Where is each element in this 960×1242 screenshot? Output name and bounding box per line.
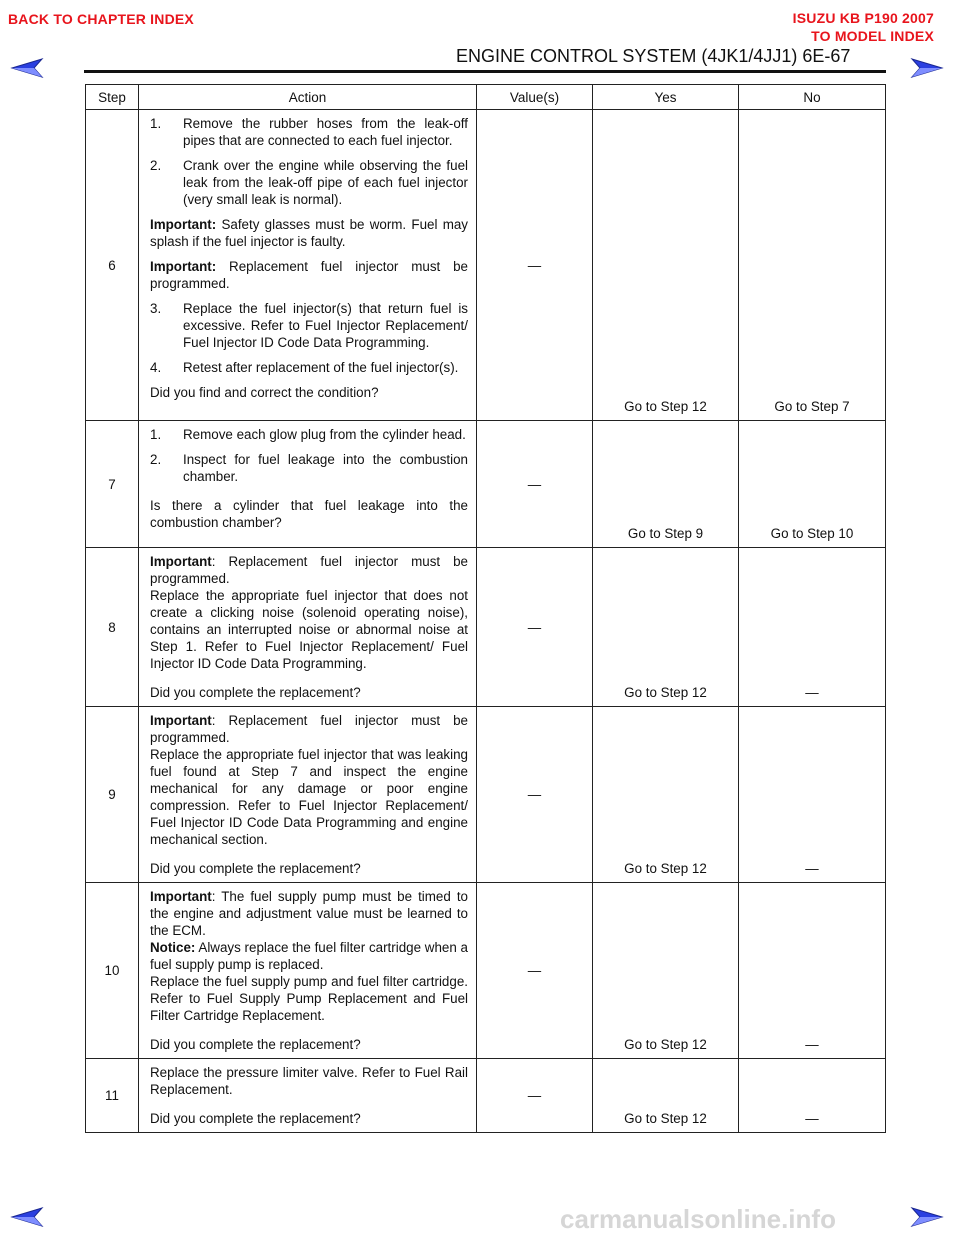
no-cell: — — [739, 883, 886, 1059]
question: Did you complete the replacement? — [150, 685, 361, 700]
next-arrow-icon[interactable] — [910, 1206, 944, 1228]
table-header-row — [86, 85, 886, 110]
value-cell: — — [477, 1059, 593, 1133]
step-number: 9 — [86, 707, 139, 883]
yes-cell: Go to Step 12 — [593, 110, 739, 421]
table-row — [86, 707, 886, 883]
important-note: Important: The fuel supply pump must be timed to the engine and adjustment value must be learned to the ECM. — [150, 889, 468, 938]
value-cell: — — [477, 548, 593, 707]
diagnostic-table — [85, 84, 886, 1133]
value-cell: — — [477, 883, 593, 1059]
question: Is there a cylinder that fuel leakage into the combustion chamber? — [150, 498, 468, 530]
list-item: 4. Retest after replacement of the fuel injector(s). — [150, 360, 459, 375]
step-number: 10 — [86, 883, 139, 1059]
yes-cell: Go to Step 12 — [593, 883, 739, 1059]
table-row — [86, 883, 886, 1059]
important-note: Important: Replacement fuel injector must be programmed. — [150, 259, 468, 291]
no-cell: — — [739, 707, 886, 883]
no-cell: Go to Step 7 — [739, 110, 886, 421]
yes-cell: Go to Step 12 — [593, 548, 739, 707]
action-cell — [139, 110, 477, 421]
notice-note: Notice: Always replace the fuel filter cartridge when a fuel supply pump is replaced. — [150, 940, 468, 972]
no-cell: — — [739, 1059, 886, 1133]
value-cell: — — [477, 110, 593, 421]
list-item: 3. Replace the fuel injector(s) that return fuel is excessive. Refer to Fuel Injector Replacement/ Fuel Injector ID Code Data Programming. — [150, 301, 468, 350]
important-note: Important: Replacement fuel injector must be programmed. — [150, 713, 468, 745]
instruction-text: Replace the appropriate fuel injector that does not create a clicking noise (solenoid operating noise), contains an interrupted noise or abnormal noise at Step 1. Refer to Fuel Injector Replacement/ Fuel Injector ID Code Data Programming. — [150, 588, 468, 671]
next-arrow-icon[interactable] — [910, 57, 944, 79]
model-title-link[interactable]: ISUZU KB P190 2007 — [792, 10, 934, 26]
list-item: 2. Crank over the engine while observing the fuel leak from the leak-off pipe of each fuel injector (very small leak is normal). — [150, 158, 468, 207]
header-no: No — [739, 85, 886, 110]
yes-cell: Go to Step 12 — [593, 707, 739, 883]
action-cell — [139, 883, 477, 1059]
yes-cell: Go to Step 9 — [593, 421, 739, 548]
list-item: 2. Inspect for fuel leakage into the combustion chamber. — [150, 452, 468, 484]
list-item: 1. Remove each glow plug from the cylinder head. — [150, 427, 466, 442]
back-to-chapter-index-link[interactable]: BACK TO CHAPTER INDEX — [8, 11, 194, 27]
action-cell — [139, 548, 477, 707]
step-number: 11 — [86, 1059, 139, 1133]
instruction-text: Replace the pressure limiter valve. Refer to Fuel Rail Replacement. — [150, 1065, 468, 1097]
action-cell — [139, 421, 477, 548]
header-step: Step — [86, 85, 139, 110]
list-item: 1. Remove the rubber hoses from the leak-off pipes that are connected to each fuel injector. — [150, 116, 468, 148]
value-cell: — — [477, 707, 593, 883]
important-note: Important: Replacement fuel injector must be programmed. — [150, 554, 468, 586]
header-values: Value(s) — [477, 85, 593, 110]
question: Did you complete the replacement? — [150, 861, 361, 876]
action-cell — [139, 1059, 477, 1133]
question: Did you complete the replacement? — [150, 1111, 361, 1126]
step-number: 6 — [86, 110, 139, 421]
yes-cell: Go to Step 12 — [593, 1059, 739, 1133]
no-cell: Go to Step 10 — [739, 421, 886, 548]
table-row — [86, 548, 886, 707]
watermark: carmanualsonline.info — [560, 1204, 836, 1234]
header-rule — [84, 70, 886, 73]
step-number: 8 — [86, 548, 139, 707]
header-yes: Yes — [593, 85, 739, 110]
important-note: Important: Safety glasses must be worm. Fuel may splash if the fuel injector is faulty. — [150, 217, 468, 249]
header-action: Action — [139, 85, 477, 110]
prev-arrow-icon[interactable] — [10, 57, 44, 79]
table-row — [86, 421, 886, 548]
no-cell: — — [739, 548, 886, 707]
prev-arrow-icon[interactable] — [10, 1206, 44, 1228]
value-cell: — — [477, 421, 593, 548]
instruction-text: Replace the fuel supply pump and fuel filter cartridge. Refer to Fuel Supply Pump Replacement and Fuel Filter Cartridge Replacement. — [150, 974, 468, 1023]
action-cell — [139, 707, 477, 883]
question: Did you complete the replacement? — [150, 1037, 361, 1052]
instruction-text: Replace the appropriate fuel injector that was leaking fuel found at Step 7 and inspect the engine mechanical for any damage or poor engine compression. Refer to Fuel Injector Replacement/ Fuel Injector ID Code Data Programming and engine mechanical section. — [150, 747, 468, 847]
question: Did you find and correct the condition? — [150, 385, 379, 400]
to-model-index-link[interactable]: TO MODEL INDEX — [811, 28, 934, 44]
page-header: ENGINE CONTROL SYSTEM (4JK1/4JJ1) 6E-67 — [456, 46, 851, 66]
step-number: 7 — [86, 421, 139, 548]
table-row — [86, 1059, 886, 1133]
table-row — [86, 110, 886, 421]
